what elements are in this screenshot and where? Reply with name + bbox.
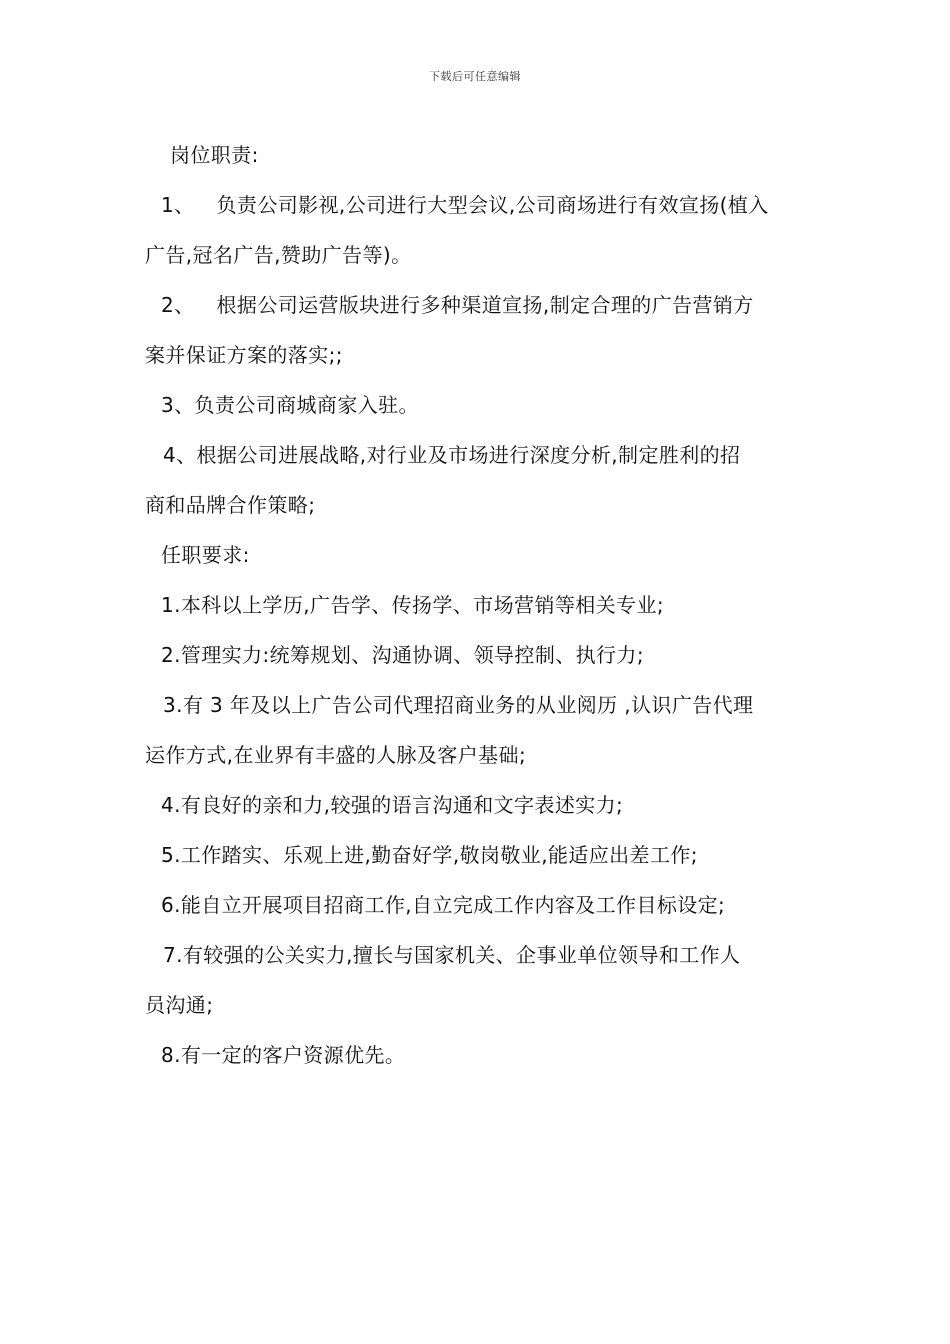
duty-text-continued: 案并保证方案的落实;; (145, 343, 343, 367)
duty-item-4 (145, 430, 810, 530)
duty-number: 1、 (161, 193, 195, 217)
duty-text: 根据公司进展战略,对行业及市场进行深度分析,制定胜利的招 (196, 443, 741, 467)
duty-item-2 (145, 280, 810, 380)
document-body (145, 130, 810, 1080)
requirement-text-continued: 运作方式,在业界有丰盛的人脉及客户基础; (145, 743, 527, 767)
duty-text: 负责公司商城商家入驻。 (194, 393, 419, 417)
requirement-item-2 (145, 630, 810, 680)
requirement-item-4 (145, 780, 810, 830)
duties-heading: 岗位职责: (170, 143, 259, 167)
requirement-item-5 (145, 830, 810, 880)
requirement-text: 2.管理实力:统筹规划、沟通协调、领导控制、执行力; (161, 643, 644, 667)
requirement-text: 3.有 3 年及以上广告公司代理招商业务的从业阅历 ,认识广告代理 (163, 693, 754, 717)
requirement-item-8 (145, 1030, 810, 1080)
requirement-item-3 (145, 680, 810, 780)
requirement-text: 1.本科以上学历,广告学、传扬学、市场营销等相关专业; (161, 593, 664, 617)
duty-text: 负责公司影视,公司进行大型会议,公司商场进行有效宣扬(植入 (216, 193, 769, 217)
requirements-heading: 任职要求: (161, 543, 250, 567)
requirement-text: 5.工作踏实、乐观上进,勤奋好学,敬岗敬业,能适应出差工作; (161, 843, 698, 867)
requirement-text: 8.有一定的客户资源优先。 (161, 1043, 406, 1067)
requirement-text: 4.有良好的亲和力,较强的语言沟通和文字表述实力; (161, 793, 624, 817)
requirement-text: 6.能自立开展项目招商工作,自立完成工作内容及工作目标设定; (161, 893, 726, 917)
requirement-item-7 (145, 930, 810, 1030)
duty-item-1 (145, 180, 810, 280)
duty-number: 4、 (163, 443, 197, 467)
duty-text: 根据公司运营版块进行多种渠道宣扬,制定合理的广告营销方 (216, 293, 754, 317)
requirement-text-continued: 员沟通; (145, 993, 214, 1017)
requirement-item-6 (145, 880, 810, 930)
duty-text-continued: 商和品牌合作策略; (145, 493, 316, 517)
duty-item-3 (145, 380, 810, 430)
page-header-note: 下载后可任意编辑 (429, 70, 521, 83)
duty-number: 3、 (161, 393, 195, 417)
duty-text-continued: 广告,冠名广告,赞助广告等)。 (145, 243, 412, 267)
duty-number: 2、 (161, 293, 195, 317)
requirement-item-1 (145, 580, 810, 630)
requirement-text: 7.有较强的公关实力,擅长与国家机关、企事业单位领导和工作人 (163, 943, 741, 967)
